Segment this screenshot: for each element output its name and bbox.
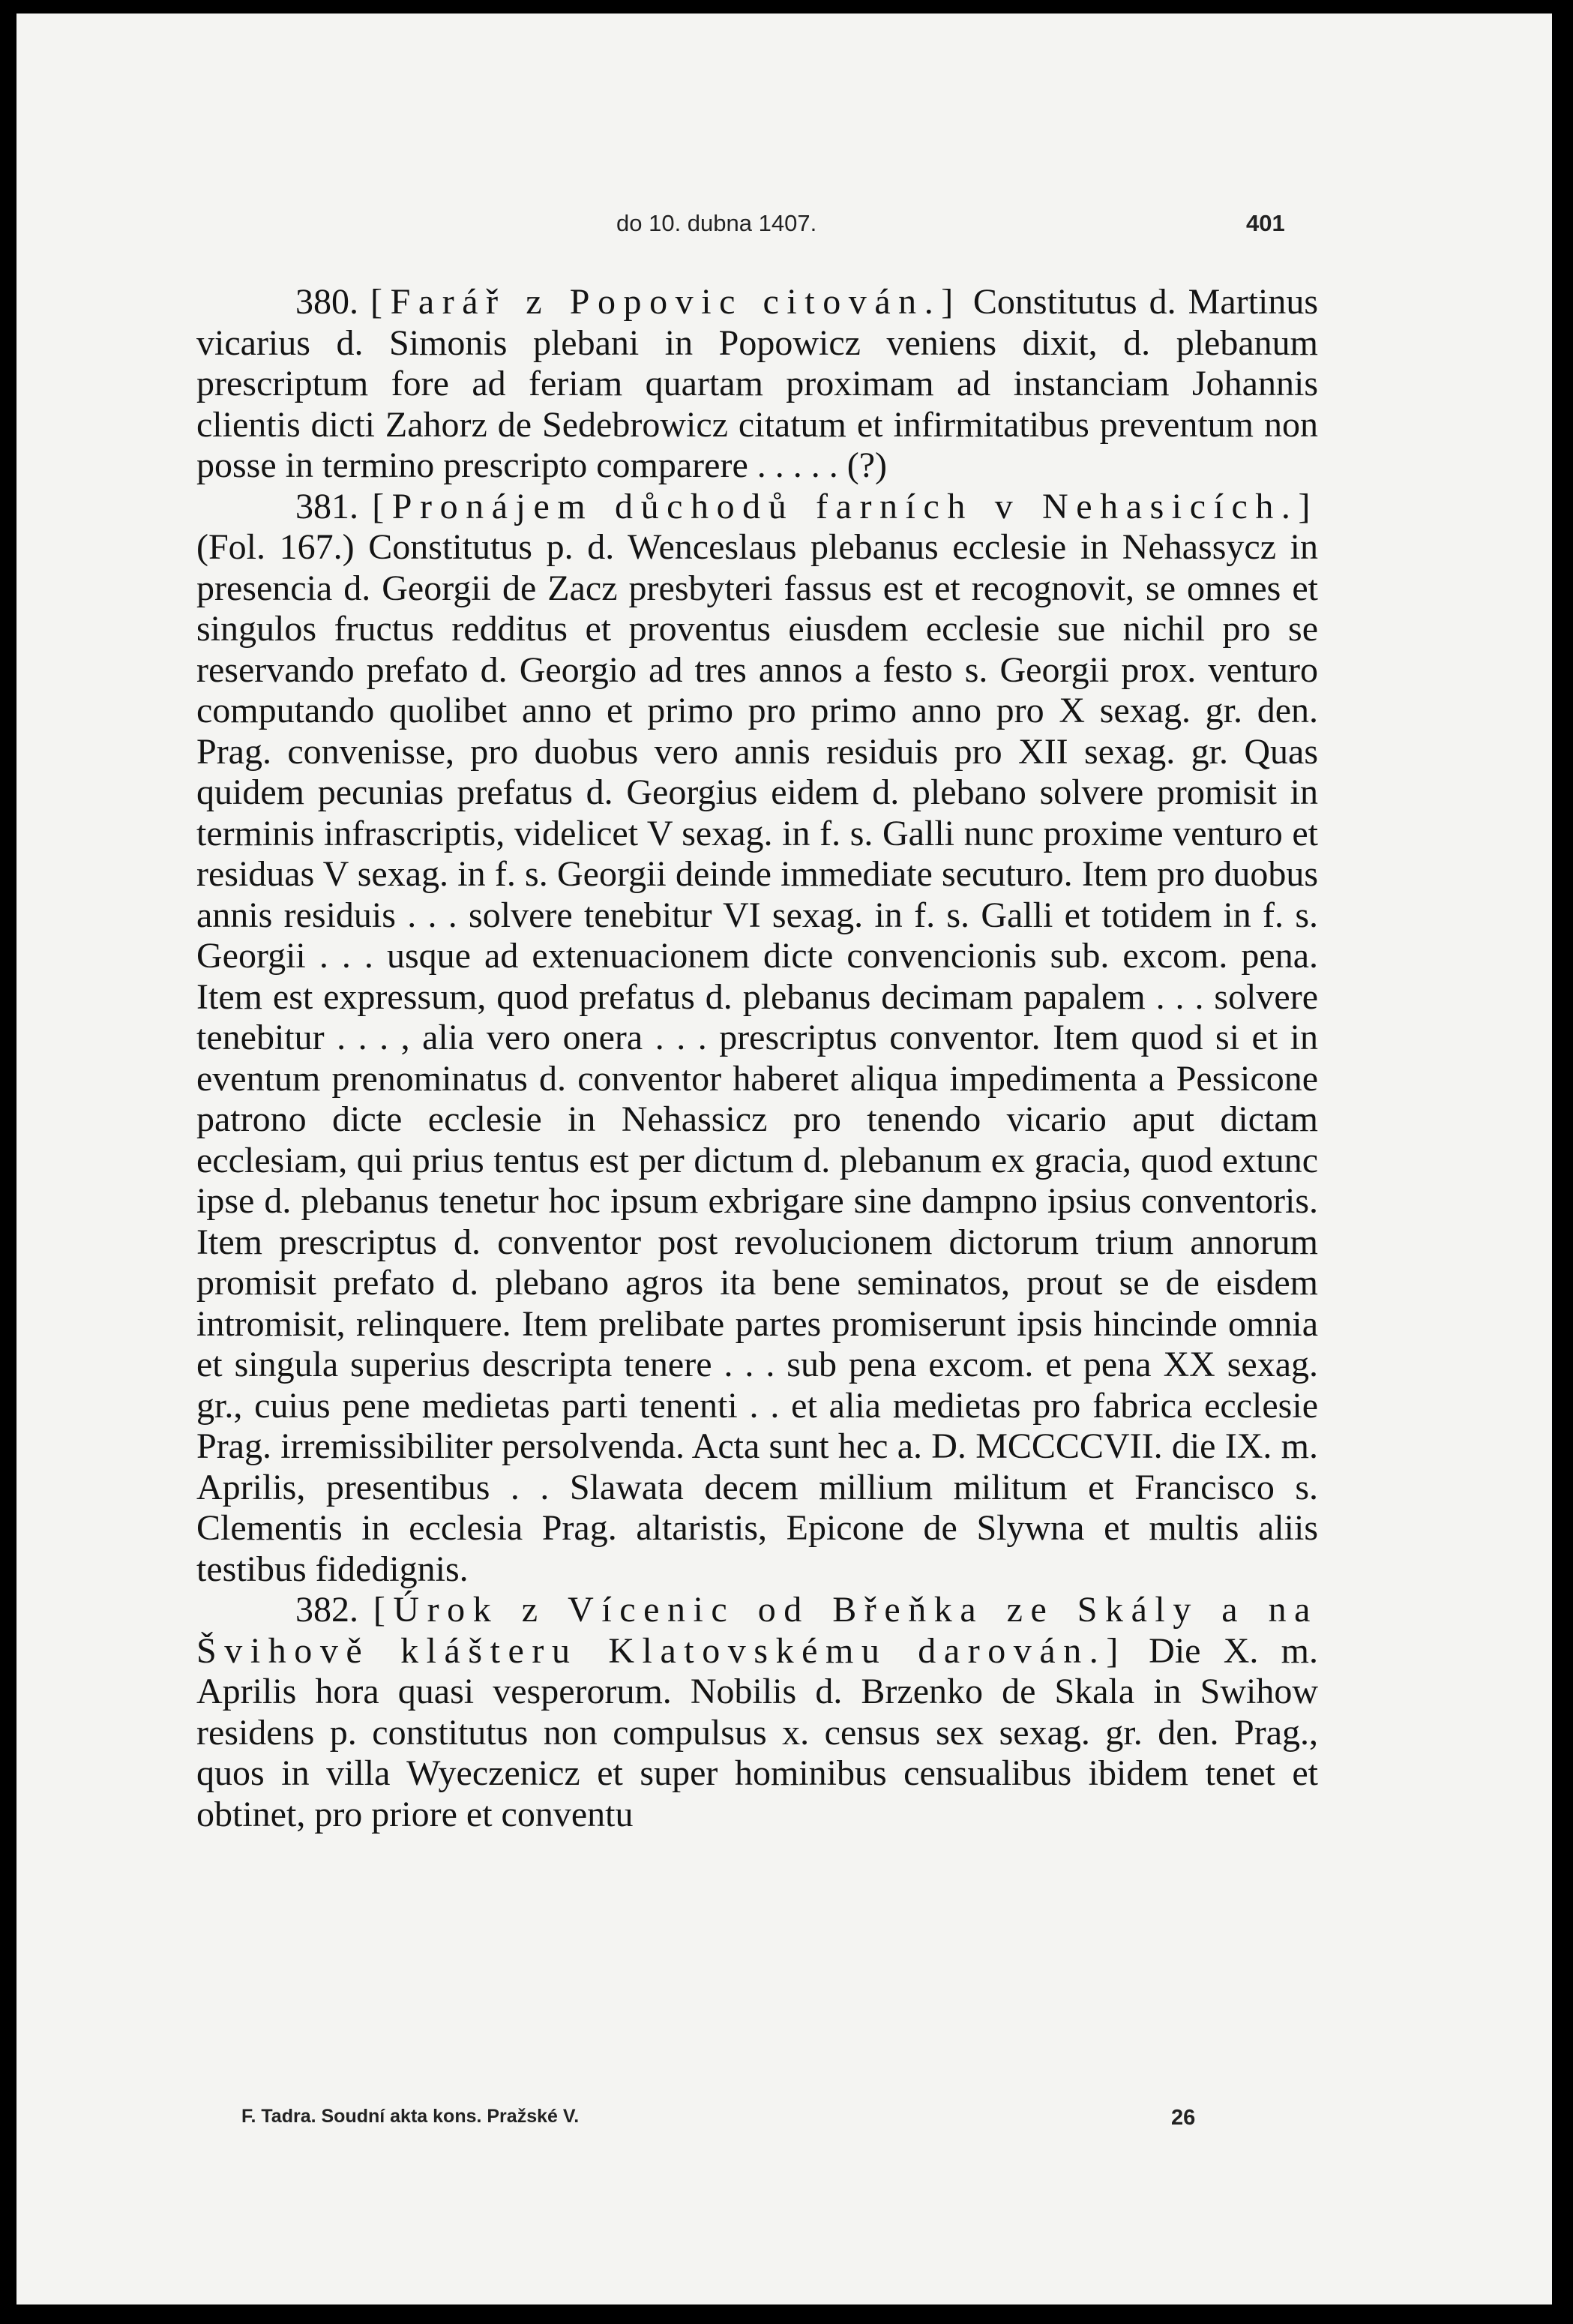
entry-text: Die X. m. Aprilis hora quasi vesperorum. Nobilis d. Brzenko de Skala in Swihow residens p. constitutus non compulsus x. census sex sexag. gr. den. Prag., quos in villa Wyeczenicz et super hominibus censualibus ibidem tenet et obtinet, pro priore et conventu	[196, 1630, 1318, 1834]
entry-heading: [Farář z Popovic citován.]	[370, 282, 961, 322]
entry-381	[196, 487, 1318, 1591]
entry-number: 381.	[295, 486, 358, 526]
page-header	[16, 210, 1552, 247]
book-page	[16, 13, 1552, 2305]
entry-heading: [Úrok z Vícenic od Břeňka ze Skály a na Švihově klášteru Klatovskému darován.]	[196, 1590, 1319, 1671]
running-title: do 10. dubna 1407.	[616, 210, 817, 236]
page-body	[196, 282, 1318, 1835]
entry-number: 382.	[295, 1590, 358, 1630]
printer-signature: F. Tadra. Soudní akta kons. Pražské V.	[241, 2106, 580, 2127]
entry-number: 380.	[295, 282, 358, 322]
entry-380	[196, 282, 1318, 487]
entry-heading: [Pronájem důchodů farních v Nehasicích.]	[372, 486, 1318, 526]
entry-text: Constitutus d. Martinus vicarius d. Simonis plebani in Popowicz veniens dixit, d. plebanum prescriptum fore ad feriam quartam proximam ad instanciam Johannis clientis dicti Zahorz de Sedebrowicz citatum et infirmitatibus preventum non posse in termino prescripto comparere . . . . . (?)	[196, 282, 1318, 485]
sheet-number: 26	[1171, 2106, 1196, 2130]
entry-382	[196, 1590, 1318, 1835]
page-number: 401	[1246, 210, 1285, 236]
entry-text: (Fol. 167.) Constitutus p. d. Wenceslaus plebanus ecclesie in Nehassycz in presencia d. Georgii de Zacz presbyteri fassus est et recognovit, se omnes et singulos fructus redditus et proventus eiusdem ecclesie sue nichil pro se reservando prefato d. Georgio ad tres annos a festo s. Georgii prox. venturo computando quolibet anno et primo pro primo anno pro X sexag. gr. den. Prag. convenisse, pro duobus vero annis residuis pro XII sexag. gr. Quas quidem pecunias prefatus d. Georgius eidem d. plebano solvere promisit in terminis infrascriptis, videlicet V sexag. in f. s. Galli nunc proxime venturo et residuas V sexag. in f. s. Georgii deinde immediate secuturo. Item pro duobus annis residuis . . . solvere tenebitur VI sexag. in f. s. Galli et totidem in f. s. Georgii . . . usque ad extenuacionem dicte convencionis sub. excom. pena. Item est expressum, quod prefatus d. plebanus decimam papalem . . . solvere tenebitur . . . , alia vero onera . . . prescriptus conventor. Item quod si et in eventum prenominatus d. conventor haberet aliqua impedimenta a Pessicone patrono dicte ecclesie in Nehassicz pro tenendo vicario aput dictam ecclesiam, qui prius tentus est per dictum d. plebanum ex gracia, quod extunc ipse d. plebanus tenetur hoc ipsum exbrigare sine dampno ipsius conventoris. Item prescriptus d. conventor post revolucionem dictorum trium annorum promisit prefato d. plebano agros ita bene seminatos, prout se de eisdem intromisit, relinquere. Item prelibate partes promiserunt ipsis hincinde omnia et singula superius descripta tenere . . . sub pena excom. et pena XX sexag. gr., cuius pene medietas parti tenenti . . et alia medietas pro fabrica ecclesie Prag. irremissibiliter persolvenda. Acta sunt hec a. D. MCCCCVII. die IX. m. Aprilis, presentibus . . Slawata decem millium militum et Francisco s. Clementis in ecclesia Prag. altaristis, Epicone de Slywna et multis aliis testibus fidedignis.	[196, 527, 1318, 1589]
page-footer	[16, 2106, 1552, 2143]
